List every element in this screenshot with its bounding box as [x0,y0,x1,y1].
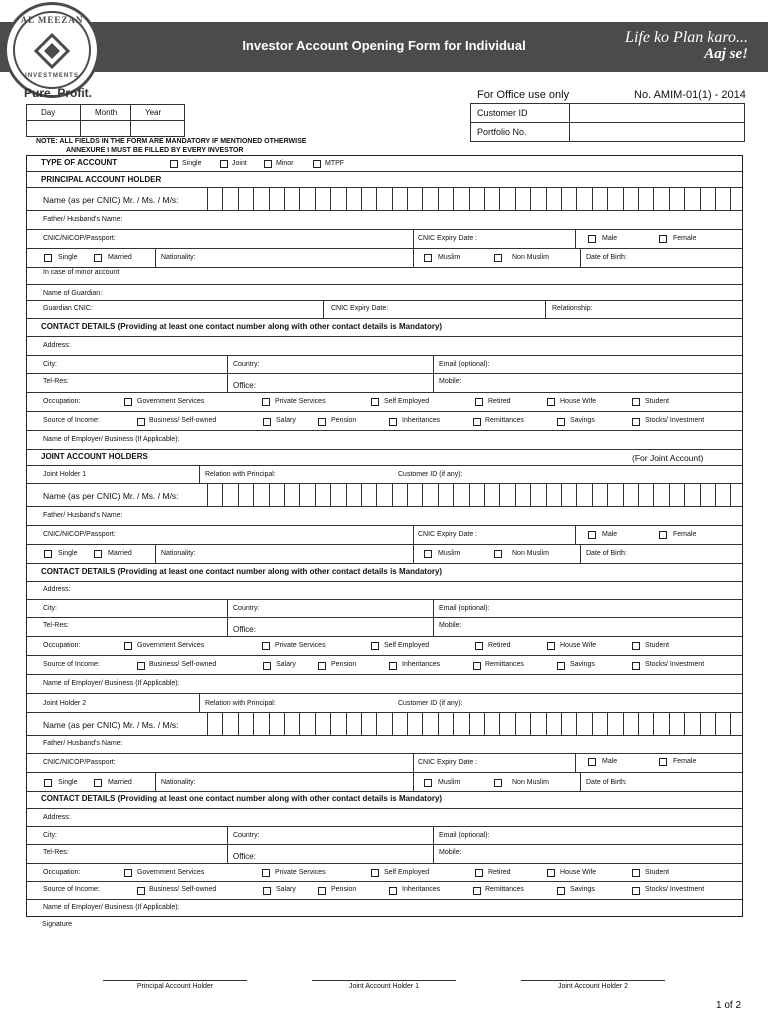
joint1-income-row [27,656,742,675]
account-type-label: TYPE OF ACCOUNT [41,158,118,167]
joint2-business-checkbox[interactable] [137,887,145,895]
principal-heading: PRINCIPAL ACCOUNT HOLDER [41,175,162,184]
principal-retired-label: Retired [488,398,511,405]
joint1-title-row [27,466,742,484]
note-line-2: ANNEXURE I MUST BE FILLED BY EVERY INVESTOR [66,147,244,154]
principal-father-row[interactable] [27,211,742,230]
principal-pension-checkbox[interactable] [318,418,326,426]
joint2-stocks-checkbox[interactable] [632,887,640,895]
joint2-city-label: City: [43,832,57,839]
joint1-tel-res-label: Tel-Res: [43,622,69,629]
joint1-salary-checkbox[interactable] [263,662,271,670]
joint2-dob-label: Date of Birth: [586,779,627,786]
joint1-savings-checkbox[interactable] [557,662,565,670]
joint2-remittances-label: Remittances [485,886,524,893]
joint1-male-checkbox[interactable] [588,531,596,539]
guardian-name-label: Name of Guardian: [43,290,103,297]
joint2-occupation-label: Occupation: [43,869,81,876]
principal-student-checkbox[interactable] [632,398,640,406]
joint1-cnic-expiry-label: CNIC Expiry Date : [418,531,478,538]
joint1-private-services-checkbox[interactable] [262,642,270,650]
joint2-cnic-row [27,754,742,773]
joint1-remittances-checkbox[interactable] [473,662,481,670]
joint2-govt-services-label: Government Services [137,869,205,876]
joint1-mobile-label: Mobile: [439,622,462,629]
joint2-student-checkbox[interactable] [632,869,640,877]
joint2-male-checkbox[interactable] [588,758,596,766]
joint-account-label: Joint [232,160,247,167]
signature-label: Signature [42,921,72,928]
account-type-row [27,156,742,172]
guardian-cnic-label: Guardian CNIC: [43,305,93,312]
portfolio-label: Portfolio No. [471,123,570,142]
joint2-tel-res-label: Tel-Res: [43,849,69,856]
minor-row [27,268,742,285]
joint2-single-label: Single [58,779,78,786]
joint1-student-label: Student [645,642,670,649]
joint1-customer-id-label: Customer ID (if any): [398,471,463,478]
joint2-retired-label: Retired [488,869,511,876]
joint2-occupation-row [27,864,742,882]
page-number: 1 of 2 [716,1000,742,1011]
joint-header-row [27,450,742,466]
tagline-line-2: Aaj se! [704,46,748,62]
joint1-name-row [27,484,742,507]
joint1-salary-label: Salary [276,661,296,668]
joint1-business-checkbox[interactable] [137,662,145,670]
joint2-cnic-expiry-label: CNIC Expiry Date : [418,759,478,766]
principal-father-label: Father/ Husband's Name: [43,216,123,223]
joint1-female-label: Female [673,531,697,538]
principal-savings-checkbox[interactable] [557,418,565,426]
year-field[interactable] [131,121,185,137]
joint-account-checkbox[interactable] [220,160,228,168]
office-use-table [470,103,745,142]
principal-remittances-label: Remittances [485,417,524,424]
principal-house-wife-label: House Wife [560,398,597,405]
joint2-non-muslim-label: Non Muslim [512,779,549,786]
principal-name-label: Name (as per CNIC) Mr. / Ms. / M/s: [43,195,179,205]
joint1-father-row[interactable] [27,507,742,526]
joint1-phone-row [27,618,742,637]
joint1-stocks-label: Stocks/ Investment [645,661,705,668]
joint1-occupation-label: Occupation: [43,642,81,649]
principal-remittances-checkbox[interactable] [473,418,481,426]
form-number: No. AMIM-01(1) - 2014 [634,89,746,101]
joint2-inheritances-checkbox[interactable] [389,887,397,895]
joint1-remittances-label: Remittances [485,661,524,668]
principal-married-checkbox[interactable] [94,254,102,262]
form-title: Investor Account Opening Form for Individual [242,38,526,53]
joint1-employer-label: Name of Employer/ Business (If Applicable): [43,680,180,687]
joint2-address-label: Address: [43,814,71,821]
joint1-relation-label: Relation with Principal: [205,471,276,478]
principal-business-checkbox[interactable] [137,418,145,426]
joint2-name-label: Name (as per CNIC) Mr. / Ms. / M/s: [43,720,179,730]
joint2-student-label: Student [645,869,670,876]
joint2-govt-services-checkbox[interactable] [124,869,132,877]
principal-married-label: Married [108,254,132,261]
joint2-phone-row [27,845,742,864]
joint2-self-employed-label: Self Employed [384,869,430,876]
joint2-private-services-label: Private Services [275,869,326,876]
principal-mobile-label: Mobile: [439,378,462,385]
joint2-private-services-checkbox[interactable] [262,869,270,877]
joint1-occupation-row [27,637,742,656]
joint2-country-label: Country: [233,832,260,839]
joint2-inheritances-label: Inheritances [402,886,441,893]
principal-retired-checkbox[interactable] [475,398,483,406]
joint2-business-label: Business/ Self-owned [149,886,217,893]
principal-female-label: Female [673,235,697,242]
joint2-name-boxes[interactable] [207,713,746,735]
principal-non-muslim-checkbox[interactable] [494,254,502,262]
joint1-pension-checkbox[interactable] [318,662,326,670]
principal-marital-row [27,249,742,268]
principal-occupation-row [27,393,742,412]
principal-private-services-label: Private Services [275,398,326,405]
minor-account-label: Minor [276,160,294,167]
principal-stocks-label: Stocks/ Investment [645,417,705,424]
joint2-city-row [27,827,742,845]
joint1-stocks-checkbox[interactable] [632,662,640,670]
joint1-signature-line[interactable] [312,980,456,981]
joint1-country-label: Country: [233,605,260,612]
joint1-dob-label: Date of Birth: [586,550,627,557]
principal-signature-line[interactable] [103,980,247,981]
joint1-house-wife-checkbox[interactable] [547,642,555,650]
joint2-name-row [27,713,742,736]
mtpf-account-label: MTPF [325,160,345,167]
joint2-stocks-label: Stocks/ Investment [645,886,705,893]
principal-non-muslim-label: Non Muslim [512,254,549,261]
joint2-customer-id-label: Customer ID (if any): [398,700,463,707]
principal-employer-row[interactable] [27,431,742,450]
joint1-student-checkbox[interactable] [632,642,640,650]
principal-stocks-checkbox[interactable] [632,418,640,426]
joint1-office-tel-label: Office: [233,625,256,634]
joint1-contact-header [27,564,742,582]
principal-occupation-label: Occupation: [43,398,81,405]
office-use-label: For Office use only [477,89,570,101]
joint1-govt-services-checkbox[interactable] [124,642,132,650]
joint2-father-row[interactable] [27,736,742,754]
joint2-signature-line[interactable] [521,980,665,981]
joint1-employer-row[interactable] [27,675,742,694]
joint1-male-label: Male [602,531,618,538]
joint2-single-checkbox[interactable] [44,779,52,787]
date-table [26,104,185,137]
joint2-house-wife-label: House Wife [560,869,597,876]
joint1-inheritances-label: Inheritances [402,661,441,668]
joint2-employer-label: Name of Employer/ Business (If Applicable): [43,904,180,911]
principal-private-services-checkbox[interactable] [262,398,270,406]
tagline [625,30,748,62]
principal-income-row [27,412,742,431]
joint1-single-checkbox[interactable] [44,550,52,558]
principal-single-label: Single [58,254,78,261]
joint1-father-label: Father/ Husband's Name: [43,512,123,519]
principal-address-row[interactable] [27,337,742,356]
account-form [26,155,743,917]
joint1-muslim-label: Muslim [438,550,461,557]
principal-inheritances-checkbox[interactable] [389,418,397,426]
joint2-signature-label: Joint Account Holder 2 [557,983,629,990]
principal-country-label: Country: [233,361,260,368]
single-account-label: Single [182,160,202,167]
joint2-employer-row[interactable] [27,900,742,916]
joint2-remittances-checkbox[interactable] [473,887,481,895]
joint2-non-muslim-checkbox[interactable] [494,779,502,787]
joint2-pension-checkbox[interactable] [318,887,326,895]
day-field[interactable] [27,121,81,137]
mtpf-account-checkbox[interactable] [313,160,321,168]
principal-male-checkbox[interactable] [588,235,596,243]
joint2-female-label: Female [673,758,697,765]
joint1-married-checkbox[interactable] [94,550,102,558]
joint1-address-row[interactable] [27,582,742,600]
joint1-female-checkbox[interactable] [659,531,667,539]
guardian-cnic-row [27,301,742,319]
principal-contact-heading: CONTACT DETAILS (Providing at least one contact number along with other contact details is Mandatory) [41,322,443,331]
portfolio-field[interactable] [570,123,745,142]
joint2-contact-heading: CONTACT DETAILS (Providing at least one contact number along with other contact details is Mandatory) [41,794,443,803]
minor-account-checkbox[interactable] [264,160,272,168]
principal-phone-row [27,374,742,393]
joint1-married-label: Married [108,550,132,557]
joint2-office-tel-label: Office: [233,852,256,861]
joint1-label: Joint Holder 1 [43,471,87,478]
joint2-muslim-checkbox[interactable] [424,779,432,787]
joint-heading: JOINT ACCOUNT HOLDERS [41,452,148,461]
principal-name-row [27,188,742,211]
principal-cnic-label: CNIC/NICOP/Passport: [43,235,116,242]
joint2-married-checkbox[interactable] [94,779,102,787]
joint2-house-wife-checkbox[interactable] [547,869,555,877]
principal-city-label: City: [43,361,57,368]
joint2-self-employed-checkbox[interactable] [371,869,379,877]
principal-nationality-label: Nationality: [161,254,196,261]
joint2-relation-label: Relation with Principal: [205,700,276,707]
joint1-income-label: Source of Income: [43,661,100,668]
joint1-marital-row [27,545,742,564]
guardian-name-row[interactable] [27,285,742,301]
joint1-inheritances-checkbox[interactable] [389,662,397,670]
logo-emblem-icon [34,33,70,69]
joint1-contact-heading: CONTACT DETAILS (Providing at least one contact number along with other contact details is Mandatory) [41,567,443,576]
al-meezan-logo [4,2,100,98]
joint2-salary-label: Salary [276,886,296,893]
joint2-label: Joint Holder 2 [43,700,87,707]
principal-salary-label: Salary [276,417,296,424]
joint1-city-label: City: [43,605,57,612]
principal-single-checkbox[interactable] [44,254,52,262]
joint1-name-boxes[interactable] [207,484,746,506]
joint2-salary-checkbox[interactable] [263,887,271,895]
joint2-marital-row [27,773,742,792]
joint1-email-label: Email (optional): [439,605,490,612]
principal-office-tel-label: Office: [233,381,256,390]
principal-tel-res-label: Tel-Res: [43,378,69,385]
principal-city-row [27,356,742,374]
joint1-non-muslim-label: Non Muslim [512,550,549,557]
principal-address-label: Address: [43,342,71,349]
guardian-relationship-label: Relationship: [552,305,593,312]
principal-inheritances-label: Inheritances [402,417,441,424]
joint1-savings-label: Savings [570,661,595,668]
joint1-single-label: Single [58,550,78,557]
joint2-mobile-label: Mobile: [439,849,462,856]
joint1-retired-label: Retired [488,642,511,649]
logo-sub-text: INVESTMENTS [25,73,79,79]
principal-student-label: Student [645,398,670,405]
principal-contact-header [27,319,742,337]
joint1-muslim-checkbox[interactable] [424,550,432,558]
principal-business-label: Business/ Self-owned [149,417,217,424]
joint2-cnic-label: CNIC/NICOP/Passport: [43,759,116,766]
principal-cnic-row [27,230,742,249]
joint2-contact-header [27,792,742,809]
joint2-address-row[interactable] [27,809,742,827]
joint1-cnic-label: CNIC/NICOP/Passport: [43,531,116,538]
mandatory-note [36,137,306,155]
principal-income-label: Source of Income: [43,417,100,424]
joint1-signature-label: Joint Account Holder 1 [348,983,420,990]
principal-employer-label: Name of Employer/ Business (If Applicable): [43,436,180,443]
joint2-email-label: Email (optional): [439,832,490,839]
principal-email-label: Email (optional): [439,361,490,368]
joint1-nationality-label: Nationality: [161,550,196,557]
principal-name-boxes[interactable] [207,188,746,210]
joint1-cnic-row [27,526,742,545]
principal-salary-checkbox[interactable] [263,418,271,426]
principal-savings-label: Savings [570,417,595,424]
joint1-address-label: Address: [43,586,71,593]
day-label: Day [27,105,81,121]
joint1-private-services-label: Private Services [275,642,326,649]
joint2-married-label: Married [108,779,132,786]
principal-self-employed-checkbox[interactable] [371,398,379,406]
joint2-income-label: Source of Income: [43,886,100,893]
joint1-business-label: Business/ Self-owned [149,661,217,668]
principal-govt-services-checkbox[interactable] [124,398,132,406]
principal-male-label: Male [602,235,618,242]
month-field[interactable] [81,121,131,137]
joint1-name-label: Name (as per CNIC) Mr. / Ms. / M/s: [43,491,179,501]
joint1-govt-services-label: Government Services [137,642,205,649]
single-account-checkbox[interactable] [170,160,178,168]
joint1-city-row [27,600,742,618]
principal-muslim-checkbox[interactable] [424,254,432,262]
month-label: Month [81,105,131,121]
joint2-male-label: Male [602,758,618,765]
joint2-savings-label: Savings [570,886,595,893]
principal-pension-label: Pension [331,417,357,424]
joint2-income-row [27,882,742,900]
motto: Pure. Profit. [24,86,93,100]
joint2-retired-checkbox[interactable] [475,869,483,877]
principal-cnic-expiry-label: CNIC Expiry Date : [418,235,478,242]
principal-govt-services-label: Government Services [137,398,205,405]
joint1-self-employed-checkbox[interactable] [371,642,379,650]
customer-id-label: Customer ID [471,104,570,123]
year-label: Year [131,105,185,121]
principal-muslim-label: Muslim [438,254,461,261]
minor-account-note: In case of minor account [43,269,120,276]
joint2-muslim-label: Muslim [438,779,461,786]
joint2-title-row [27,694,742,713]
note-line-1: NOTE: ALL FIELDS IN THE FORM ARE MANDATORY IF MENTIONED OTHERWISE [36,138,307,145]
logo-brand-text: AL MEEZAN [20,15,84,25]
for-joint-account-note: (For Joint Account) [632,453,704,463]
principal-self-employed-label: Self Employed [384,398,430,405]
joint1-pension-label: Pension [331,661,357,668]
principal-dob-label: Date of Birth: [586,254,627,261]
principal-header-row [27,172,742,188]
joint2-pension-label: Pension [331,886,357,893]
tagline-line-1: Life ko Plan karo... [625,29,748,46]
customer-id-field[interactable] [570,104,745,123]
joint2-father-label: Father/ Husband's Name: [43,740,123,747]
joint1-house-wife-label: House Wife [560,642,597,649]
joint2-savings-checkbox[interactable] [557,887,565,895]
principal-female-checkbox[interactable] [659,235,667,243]
guardian-cnic-expiry-label: CNIC Expiry Date: [331,305,389,312]
principal-signature-label: Principal Account Holder [136,983,214,990]
joint1-retired-checkbox[interactable] [475,642,483,650]
joint2-nationality-label: Nationality: [161,779,196,786]
joint2-female-checkbox[interactable] [659,758,667,766]
principal-house-wife-checkbox[interactable] [547,398,555,406]
joint1-non-muslim-checkbox[interactable] [494,550,502,558]
joint1-self-employed-label: Self Employed [384,642,430,649]
